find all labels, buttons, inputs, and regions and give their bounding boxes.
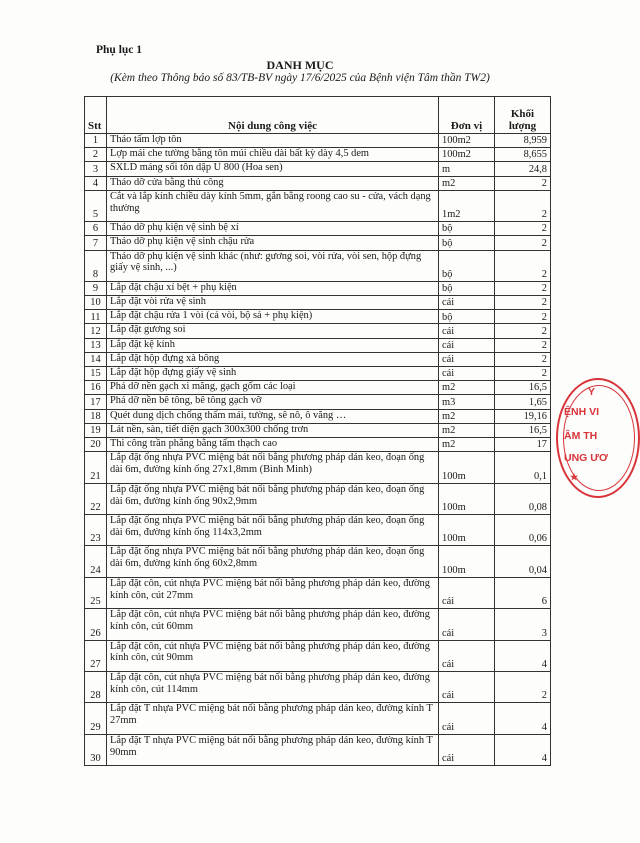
row-description: Lắp đặt ống nhựa PVC miệng bát nối bằng phương pháp dán keo, đoạn ống dài 6m, đường kính ống 60x2,8mm	[107, 546, 439, 577]
row-unit: 100m	[439, 483, 495, 514]
row-quantity: 17	[495, 437, 551, 451]
table-row	[85, 381, 551, 395]
header-description: Nội dung công việc	[107, 97, 439, 134]
row-stt: 12	[85, 324, 107, 338]
row-unit: bộ	[439, 222, 495, 236]
row-unit: bộ	[439, 236, 495, 250]
row-quantity: 2	[495, 310, 551, 324]
row-description: Lắp đặt vòi rửa vệ sinh	[107, 296, 439, 310]
row-unit: 100m	[439, 546, 495, 577]
row-quantity: 8,959	[495, 134, 551, 148]
row-quantity: 4	[495, 734, 551, 765]
row-stt: 14	[85, 352, 107, 366]
table-row	[85, 162, 551, 176]
row-unit: 100m	[439, 452, 495, 483]
row-unit: 100m2	[439, 134, 495, 148]
table-row	[85, 324, 551, 338]
row-stt: 8	[85, 250, 107, 281]
row-stt: 1	[85, 134, 107, 148]
row-stt: 15	[85, 367, 107, 381]
row-stt: 24	[85, 546, 107, 577]
table-row	[85, 338, 551, 352]
document-subtitle: (Kèm theo Thông báo số 83/TB-BV ngày 17/6/2025 của Bệnh viện Tâm thần TW2)	[110, 72, 490, 84]
row-stt: 25	[85, 577, 107, 608]
row-stt: 3	[85, 162, 107, 176]
row-stt: 26	[85, 609, 107, 640]
row-description: Tháo dỡ cửa bằng thủ công	[107, 176, 439, 190]
table-row	[85, 281, 551, 295]
row-unit: cái	[439, 609, 495, 640]
table-row	[85, 367, 551, 381]
row-quantity: 2	[495, 190, 551, 221]
row-stt: 28	[85, 671, 107, 702]
row-stt: 13	[85, 338, 107, 352]
row-description: Tháo dỡ phụ kiện vệ sinh bệ xí	[107, 222, 439, 236]
row-unit: cái	[439, 352, 495, 366]
row-stt: 27	[85, 640, 107, 671]
row-description: Lắp đặt ống nhựa PVC miệng bát nối bằng phương pháp dán keo, đoạn ống dài 6m, đường kính ống 90x2,9mm	[107, 483, 439, 514]
row-description: Lắp đặt gương soi	[107, 324, 439, 338]
row-stt: 7	[85, 236, 107, 250]
row-description: Tháo dỡ phụ kiện vệ sinh khác (như: gương soi, vòi rửa, vòi sen, hộp đựng giấy vệ sinh, ...)	[107, 250, 439, 281]
row-stt: 21	[85, 452, 107, 483]
row-unit: cái	[439, 324, 495, 338]
table-row	[85, 483, 551, 514]
row-quantity: 2	[495, 338, 551, 352]
row-stt: 18	[85, 409, 107, 423]
row-stt: 19	[85, 423, 107, 437]
row-unit: 100m2	[439, 148, 495, 162]
row-description: Tháo dỡ phụ kiện vệ sinh chậu rửa	[107, 236, 439, 250]
row-description: Lắp đặt hộp đựng xà bông	[107, 352, 439, 366]
row-quantity: 0,04	[495, 546, 551, 577]
document-title: DANH MỤC	[266, 58, 334, 72]
row-description: Cắt và lắp kính chiều dày kính 5mm, gắn bằng roong cao su - cửa, vách dạng thường	[107, 190, 439, 221]
row-unit: cái	[439, 577, 495, 608]
row-quantity: 4	[495, 703, 551, 734]
row-quantity: 0,06	[495, 514, 551, 545]
seal-star-icon: ★	[570, 472, 579, 482]
seal-text-line: Y	[588, 386, 596, 398]
row-unit: m3	[439, 395, 495, 409]
row-unit: bộ	[439, 281, 495, 295]
row-stt: 30	[85, 734, 107, 765]
row-unit: bộ	[439, 250, 495, 281]
table-row	[85, 640, 551, 671]
row-stt: 22	[85, 483, 107, 514]
table-row	[85, 148, 551, 162]
work-items-table	[84, 96, 551, 766]
red-seal-stamp	[556, 378, 640, 498]
row-stt: 2	[85, 148, 107, 162]
row-description: Thi công trần phẳng bằng tấm thạch cao	[107, 437, 439, 451]
row-description: SXLD máng sối tôn dập U 800 (Hoa sen)	[107, 162, 439, 176]
table-row	[85, 176, 551, 190]
row-description: Lắp đặt chậu rửa 1 vòi (cả vòi, bộ sả + phụ kiện)	[107, 310, 439, 324]
row-unit: m2	[439, 409, 495, 423]
header-quantity: Khối lượng	[495, 97, 551, 134]
row-description: Lắp đặt kệ kính	[107, 338, 439, 352]
table-row	[85, 310, 551, 324]
row-unit: 100m	[439, 514, 495, 545]
row-unit: m2	[439, 381, 495, 395]
table-row	[85, 409, 551, 423]
row-description: Lợp mái che tường bằng tôn múi chiều dài bất kỳ dày 4,5 dem	[107, 148, 439, 162]
row-quantity: 16,5	[495, 423, 551, 437]
header-unit: Đơn vị	[439, 97, 495, 134]
table-row	[85, 734, 551, 765]
row-description: Lắp đặt T nhựa PVC miệng bát nối bằng phương pháp dán keo, đường kính T 90mm	[107, 734, 439, 765]
row-quantity: 8,655	[495, 148, 551, 162]
row-quantity: 2	[495, 281, 551, 295]
row-unit: cái	[439, 296, 495, 310]
row-quantity: 3	[495, 609, 551, 640]
row-description: Phá dỡ nền gạch xi măng, gạch gốm các loại	[107, 381, 439, 395]
table-row	[85, 452, 551, 483]
table-row	[85, 437, 551, 451]
row-unit: cái	[439, 703, 495, 734]
row-description: Lắp đặt côn, cút nhựa PVC miệng bát nối bằng phương pháp dán keo, đường kính côn, cút 27mm	[107, 577, 439, 608]
row-stt: 4	[85, 176, 107, 190]
row-unit: bộ	[439, 310, 495, 324]
table-row	[85, 296, 551, 310]
table-row	[85, 352, 551, 366]
row-quantity: 2	[495, 250, 551, 281]
appendix-label: Phụ lục 1	[96, 44, 143, 56]
row-stt: 20	[85, 437, 107, 451]
row-description: Quét dung dịch chống thấm mái, tường, sê nô, ô văng …	[107, 409, 439, 423]
table-row	[85, 514, 551, 545]
row-description: Lắp đặt côn, cút nhựa PVC miệng bát nối bằng phương pháp dán keo, đường kính côn, cút 114mm	[107, 671, 439, 702]
table-header-row	[85, 97, 551, 134]
row-quantity: 16,5	[495, 381, 551, 395]
row-quantity: 0,1	[495, 452, 551, 483]
row-unit: cái	[439, 671, 495, 702]
row-stt: 5	[85, 190, 107, 221]
seal-text-line: ÂM TH	[564, 430, 598, 442]
table-row	[85, 190, 551, 221]
row-description: Lắp đặt T nhựa PVC miệng bát nối bằng phương pháp dán keo, đường kính T 27mm	[107, 703, 439, 734]
row-description: Lắp đặt chậu xí bệt + phụ kiện	[107, 281, 439, 295]
row-quantity: 2	[495, 367, 551, 381]
row-quantity: 19,16	[495, 409, 551, 423]
row-stt: 29	[85, 703, 107, 734]
row-unit: m	[439, 162, 495, 176]
row-description: Lát nền, sàn, tiết diện gạch 300x300 chống trơn	[107, 423, 439, 437]
row-unit: m2	[439, 423, 495, 437]
row-unit: cái	[439, 338, 495, 352]
table-row	[85, 577, 551, 608]
row-quantity: 2	[495, 176, 551, 190]
row-description: Tháo tấm lợp tôn	[107, 134, 439, 148]
row-stt: 17	[85, 395, 107, 409]
header-stt: Stt	[85, 97, 107, 134]
row-stt: 11	[85, 310, 107, 324]
row-description: Phá dỡ nền bê tông, bê tông gạch vỡ	[107, 395, 439, 409]
row-quantity: 24,8	[495, 162, 551, 176]
row-stt: 16	[85, 381, 107, 395]
row-quantity: 2	[495, 352, 551, 366]
table-row	[85, 250, 551, 281]
row-unit: 1m2	[439, 190, 495, 221]
row-description: Lắp đặt côn, cút nhựa PVC miệng bát nối bằng phương pháp dán keo, đường kính côn, cút 60mm	[107, 609, 439, 640]
table-row	[85, 609, 551, 640]
row-stt: 9	[85, 281, 107, 295]
row-quantity: 1,65	[495, 395, 551, 409]
table-row	[85, 671, 551, 702]
table-row	[85, 703, 551, 734]
row-quantity: 4	[495, 640, 551, 671]
seal-text-line: UNG ƯƠ	[564, 452, 608, 464]
row-stt: 6	[85, 222, 107, 236]
row-stt: 23	[85, 514, 107, 545]
table-row	[85, 546, 551, 577]
row-description: Lắp đặt hộp đựng giấy vệ sinh	[107, 367, 439, 381]
row-quantity: 2	[495, 222, 551, 236]
row-quantity: 2	[495, 671, 551, 702]
row-quantity: 2	[495, 236, 551, 250]
row-description: Lắp đặt côn, cút nhựa PVC miệng bát nối bằng phương pháp dán keo, đường kính côn, cút 90mm	[107, 640, 439, 671]
row-unit: cái	[439, 734, 495, 765]
row-unit: m2	[439, 437, 495, 451]
row-description: Lắp đặt ống nhựa PVC miệng bát nối bằng phương pháp dán keo, đoạn ống dài 6m, đường kính ống 114x3,2mm	[107, 514, 439, 545]
row-unit: cái	[439, 640, 495, 671]
row-stt: 10	[85, 296, 107, 310]
row-quantity: 2	[495, 324, 551, 338]
table-row	[85, 395, 551, 409]
table-row	[85, 222, 551, 236]
row-unit: cái	[439, 367, 495, 381]
row-quantity: 2	[495, 296, 551, 310]
row-quantity: 0,08	[495, 483, 551, 514]
table-row	[85, 236, 551, 250]
seal-text-line: ỆNH VI	[564, 406, 600, 418]
table-row	[85, 423, 551, 437]
row-unit: m2	[439, 176, 495, 190]
row-description: Lắp đặt ống nhựa PVC miệng bát nối bằng phương pháp dán keo, đoạn ống dài 6m, đường kính ống 27x1,8mm (Bình Minh)	[107, 452, 439, 483]
table-row	[85, 134, 551, 148]
row-quantity: 6	[495, 577, 551, 608]
